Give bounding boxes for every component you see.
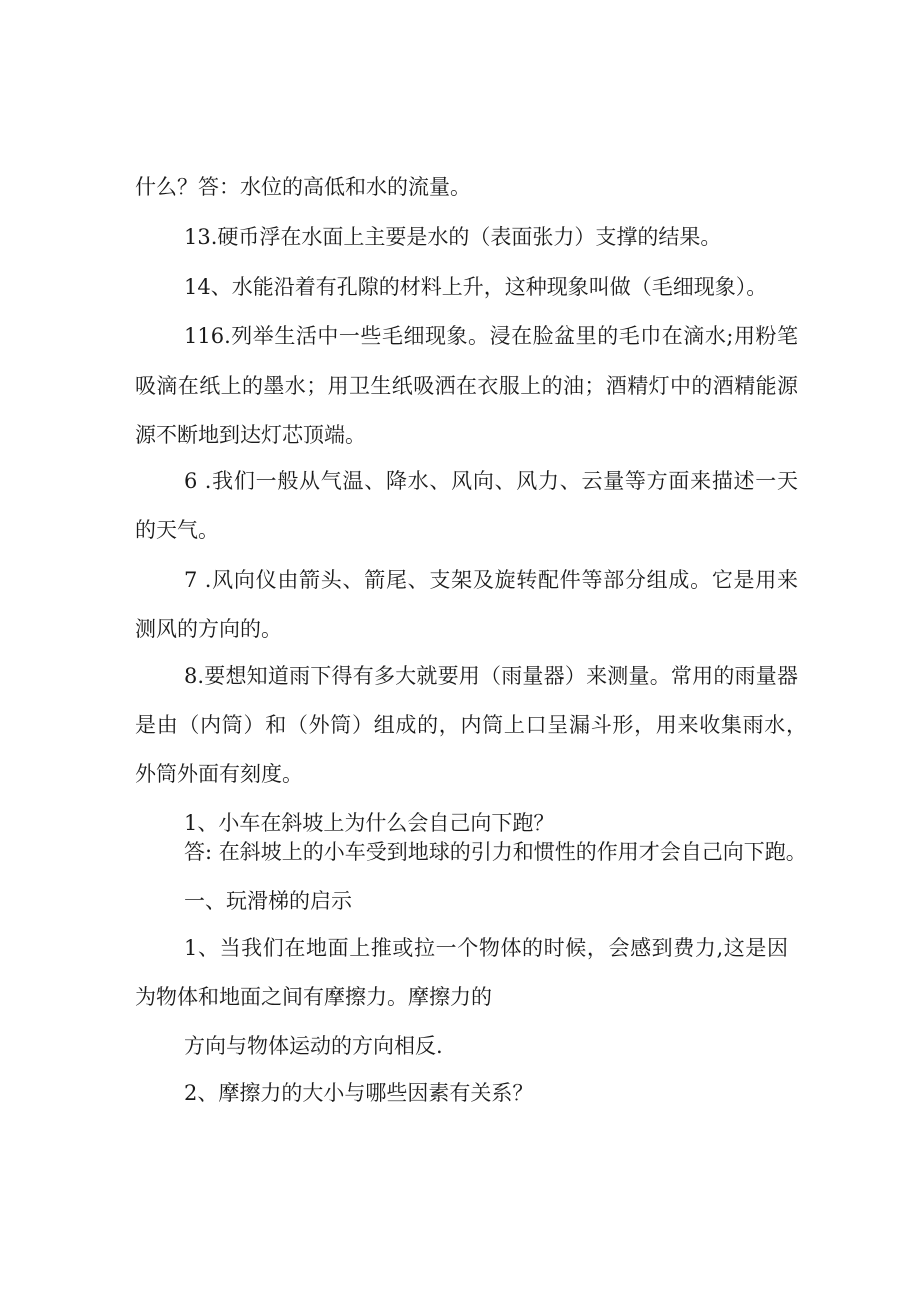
text-line: 的天气。 [135,518,219,542]
text-line: 吸滴在纸上的墨水；用卫生纸吸洒在衣服上的油；酒精灯中的酒精能源 [135,374,798,398]
text-line: 一、玩滑梯的启示 [184,889,352,913]
text-line: 什么？答：水位的高低和水的流量。 [135,175,471,199]
text-line: 13.硬币浮在水面上主要是水的（表面张力）支撑的结果。 [184,225,722,249]
text-line: 测风的方向的。 [135,617,282,641]
text-line: 1、当我们在地面上推或拉一个物体的时候，会感到费力,这是因 [184,936,788,960]
text-line: 方向与物体运动的方向相反. [184,1034,443,1058]
text-line: 源不断地到达灯芯顶端。 [135,423,366,447]
text-line: 是由（内筒）和（外筒）组成的，内筒上口呈漏斗形，用来收集雨水， [135,713,807,737]
text-line: 7 .风向仪由箭头、箭尾、支架及旋转配件等部分组成。它是用来 [184,568,798,592]
text-line: 8.要想知道雨下得有多大就要用（雨量器）来测量。常用的雨量器 [184,664,798,688]
text-line: 14、水能沿着有孔隙的材料上升，这种现象叫做（毛细现象）。 [184,275,768,299]
text-line: 答: 在斜坡上的小车受到地球的引力和惯性的作用才会自己向下跑。 [184,840,807,864]
text-line: 2、摩擦力的大小与哪些因素有关系？ [184,1081,534,1105]
text-line: 1、小车在斜坡上为什么会自己向下跑？ [184,811,555,835]
text-line: 外筒外面有刻度。 [135,762,303,786]
text-line: 6 .我们一般从气温、降水、风向、风力、云量等方面来描述一天 [184,469,798,493]
text-line: 为物体和地面之间有摩擦力。摩擦力的 [135,985,492,1009]
text-line: 116.列举生活中一些毛细现象。浸在脸盆里的毛巾在滴水;用粉笔 [184,324,798,348]
